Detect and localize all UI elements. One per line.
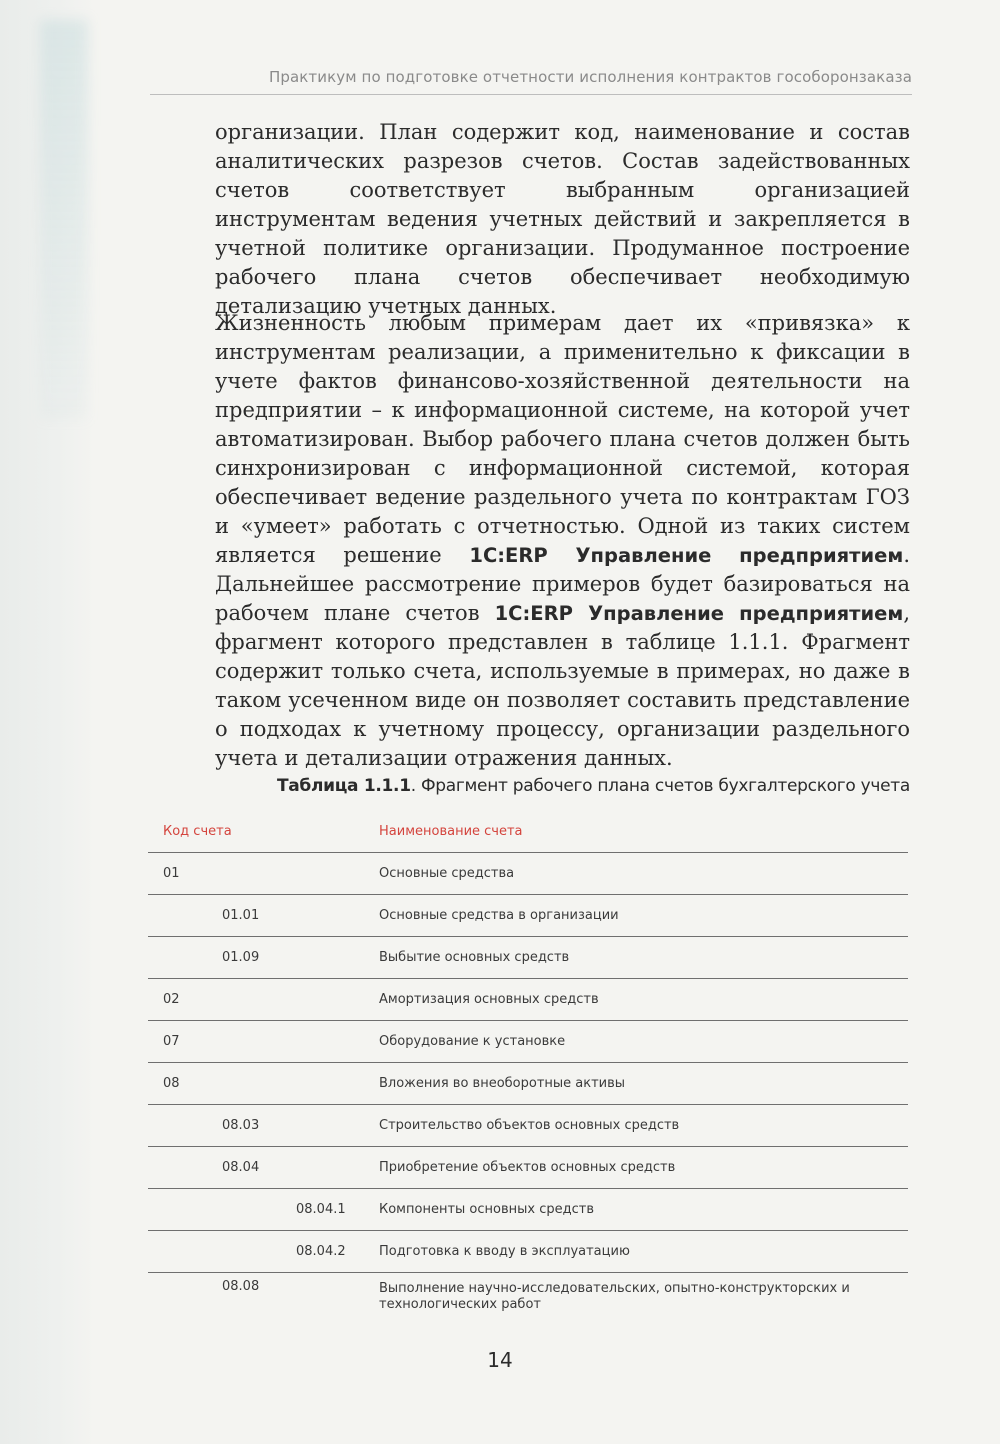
account-code: 08 bbox=[163, 1076, 180, 1091]
account-name: Основные средства в организации bbox=[379, 908, 619, 923]
account-name: Основные средства bbox=[379, 866, 515, 881]
account-code: 01.09 bbox=[222, 950, 260, 965]
table-row bbox=[148, 1021, 908, 1063]
account-name: Выбытие основных средств bbox=[379, 950, 570, 965]
table-caption bbox=[215, 776, 910, 796]
account-name: Амортизация основных средств bbox=[379, 992, 599, 1007]
accounts-table bbox=[148, 812, 908, 1325]
account-code: 08.04.2 bbox=[296, 1244, 346, 1259]
table-row bbox=[148, 1231, 908, 1273]
table-row bbox=[148, 1105, 908, 1147]
account-name: Строительство объектов основных средств bbox=[379, 1118, 680, 1133]
paragraph-2-part-1: Жизненность любым примерам дает их «привязка» к инструментам реализации, а применительно к фиксации в учете фактов финансово-хозяйственной деятельности на предприятии – к информационной системе, на которой учет автоматизирован. Выбор рабочего плана счетов должен быть синхронизирован с информационной системой, которая обеспечивает ведение раздельного учета по контрактам ГОЗ и «умеет» работать с отчетностью. Одной из таких систем является решение bbox=[215, 311, 910, 567]
account-name: Вложения во внеоборотные активы bbox=[379, 1076, 626, 1091]
scan-tint bbox=[40, 20, 88, 420]
paragraph-2-bold-2: 1С:ERP Управление предприятием bbox=[494, 602, 904, 625]
header-rule bbox=[150, 94, 912, 95]
account-name: Подготовка к вводу в эксплуатацию bbox=[379, 1244, 630, 1259]
paragraph-2-part-3: , фрагмент которого представлен в таблице 1.1.1. Фрагмент содержит только счета, используемые в примерах, но даже в таком усеченном виде он позволяет составить представление о подходах к учетному процессу, организации раздельного учета и детализации отражения данных. bbox=[215, 601, 910, 770]
table-caption-text: . Фрагмент рабочего плана счетов бухгалтерского учета bbox=[410, 776, 910, 796]
table-row bbox=[148, 1147, 908, 1189]
account-code: 08.08 bbox=[222, 1279, 260, 1294]
table-row bbox=[148, 937, 908, 979]
account-code: 07 bbox=[163, 1034, 180, 1049]
paragraph-2-part-2: . Дальнейшее рассмотрение примеров будет базироваться на рабочем плане счетов bbox=[215, 543, 910, 625]
account-code: 08.03 bbox=[222, 1118, 260, 1133]
account-name: Приобретение объектов основных средств bbox=[379, 1160, 676, 1175]
table-row bbox=[148, 895, 908, 937]
account-code: 01 bbox=[163, 866, 180, 881]
page-number: 14 bbox=[487, 1348, 513, 1372]
table-row bbox=[148, 853, 908, 895]
account-name: Компоненты основных средств bbox=[379, 1202, 594, 1217]
paragraph-1: организации. План содержит код, наименование и состав аналитических разрезов счетов. Состав задействованных счетов соответствует выбранным организацией инструментам ведения учетных действий и закрепляется в учетной политике организации. Продуманное построение рабочего плана счетов обеспечивает необходимую детализацию учетных данных. bbox=[215, 120, 910, 318]
column-header-code: Код счета bbox=[163, 824, 232, 839]
table-header bbox=[148, 812, 908, 853]
account-code: 02 bbox=[163, 992, 180, 1007]
account-code: 08.04 bbox=[222, 1160, 260, 1175]
account-code: 08.04.1 bbox=[296, 1202, 346, 1217]
paragraph-2-bold-1: 1С:ERP Управление предприятием bbox=[469, 544, 904, 567]
column-header-name: Наименование счета bbox=[379, 824, 523, 839]
table-row bbox=[148, 1273, 908, 1325]
account-name: Выполнение научно-исследовательских, опытно-конструкторских и технологических работ bbox=[379, 1281, 850, 1312]
table-caption-label: Таблица 1.1.1 bbox=[276, 776, 411, 796]
table-row bbox=[148, 979, 908, 1021]
paragraph-2 bbox=[215, 309, 910, 773]
running-header: Практикум по подготовке отчетности исполнения контрактов гособоронзаказа bbox=[268, 68, 912, 86]
account-name: Оборудование к установке bbox=[379, 1034, 566, 1049]
table-row bbox=[148, 1063, 908, 1105]
account-code: 01.01 bbox=[222, 908, 260, 923]
table-row bbox=[148, 1189, 908, 1231]
